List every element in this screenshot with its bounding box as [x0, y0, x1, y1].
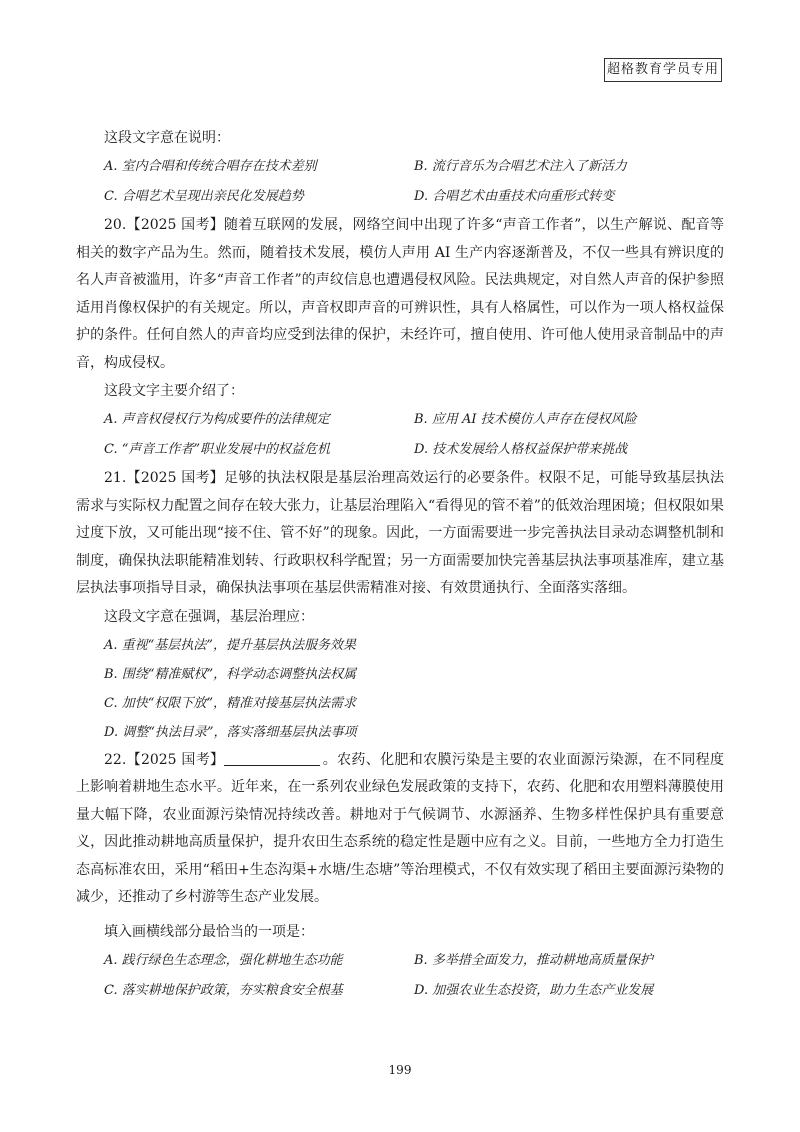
q20-question-text: 20.【2025 国考】随着互联网的发展，网络空间中出现了许多“声音工作者”，以生产解说、配音等相关的数字产品为生。然而，随着技术发展，模仿人声用 AI 生产内容逐渐普及，不仅一些具有辨识度的名人声音被滥用，许多“声音工作者”的声纹信息也遭遇侵权风险。民法典规定，对自然人声音的保护参照适用肖像权保护的有关规定。所以，声音权即声音的可辨识性，具有人格属性，可以作为一项人格权益保护的条件。任何自然人的声音均应受到法律的保护，未经许可，擅自使用、许可他人使用录音制品中的声音，构成侵权。: [76, 217, 724, 371]
header-badge: 超格教育学员专用: [604, 58, 722, 82]
q21-options: [76, 631, 724, 747]
q19-option-b: B. 流行音乐为合唱艺术注入了新活力: [414, 159, 627, 174]
q22-option-d: D. 加强农业生态投资，助力生态产业发展: [414, 982, 654, 998]
page-content: [76, 124, 724, 1006]
q22-option-a: A. 践行绿色生态理念，强化耕地生态功能: [104, 952, 343, 968]
q20-options: [76, 405, 724, 465]
q21-option-a: A. 重视“基层执法”，提升基层执法服务效果: [104, 637, 356, 653]
q22-prompt: 填入画横线部分最恰当的一项是：: [104, 923, 314, 940]
q21-option-b: B. 围绕“精准赋权”，科学动态调整执法权属: [104, 666, 357, 682]
q21-option-d: D. 调整“执法目录”，落实落细基层执法事项: [104, 724, 357, 740]
q22-lead: 22.【2025 国考】: [104, 751, 225, 768]
q22-question: [76, 747, 724, 912]
q19-prompt: 这段文字意在说明：: [104, 130, 230, 146]
q19-option-c: C. 合唱艺术呈现出亲民化发展趋势: [104, 189, 304, 204]
q22-fill-blank: [224, 751, 320, 766]
q22-options: [76, 946, 724, 1006]
q22-question-text: 。农药、化肥和农膜污染是主要的农业面源污染源，在不同程度上影响着耕地生态水平。近年来，在一系列农业绿色发展政策的支持下，农药、化肥和农用塑料薄膜使用量大幅下降，农业面源污染情况持续改善。耕地对于气候调节、水源涵养、生物多样性保护具有重要意义，因此推动耕地高质量保护，提升农田生态系统的稳定性是题中应有之义。目前，一些地方全力打造生态高标准农田，采用“稻田+生态沟渠+水塘/生态塘”等治理模式，不仅有效实现了稻田主要面源污染物的减少，还推动了乡村游等生态产业发展。: [76, 751, 725, 905]
q20-option-a: A. 声音权侵权行为构成要件的法律规定: [104, 412, 330, 427]
q20-prompt: 这段文字主要介绍了：: [104, 383, 244, 399]
page-number: 199: [388, 1063, 412, 1077]
q19-option-d: D. 合唱艺术由重技术向重形式转变: [414, 189, 615, 204]
q20-option-c: C. “声音工作者”职业发展中的权益危机: [104, 442, 331, 457]
q21-option-c: C. 加快“权限下放”，精准对接基层执法需求: [104, 695, 357, 711]
q21-prompt: 这段文字意在强调，基层治理应：: [104, 608, 314, 625]
q20-option-b: B. 应用 AI 技术模仿人声存在侵权风险: [414, 412, 637, 427]
q19-options: [76, 152, 724, 212]
q22-option-b: B. 多举措全面发力，推动耕地高质量保护: [414, 952, 653, 968]
q22-option-c: C. 落实耕地保护政策，夯实粮食安全根基: [104, 982, 343, 998]
q21-question-text: 21.【2025 国考】足够的执法权限是基层治理高效运行的必要条件。权限不足，可能导致基层执法需求与实际权力配置之间存在较大张力，让基层治理陷入“看得见的管不着”的低效治理困境；但权限如果过度下放，又可能出现“接不住、管不好”的现象。因此，一方面需要进一步完善执法目录动态调整机制和制度，确保执法职能精准划转、行政职权科学配置；另一方面需要加快完善基层执法事项基准库，建立基层执法事项指导目录，确保执法事项在基层供需精准对接、有效贯通执行、全面落实落细。: [76, 470, 724, 596]
q19-option-a: A. 室内合唱和传统合唱存在技术差别: [104, 159, 317, 174]
q20-option-d: D. 技术发展给人格权益保护带来挑战: [414, 442, 628, 457]
